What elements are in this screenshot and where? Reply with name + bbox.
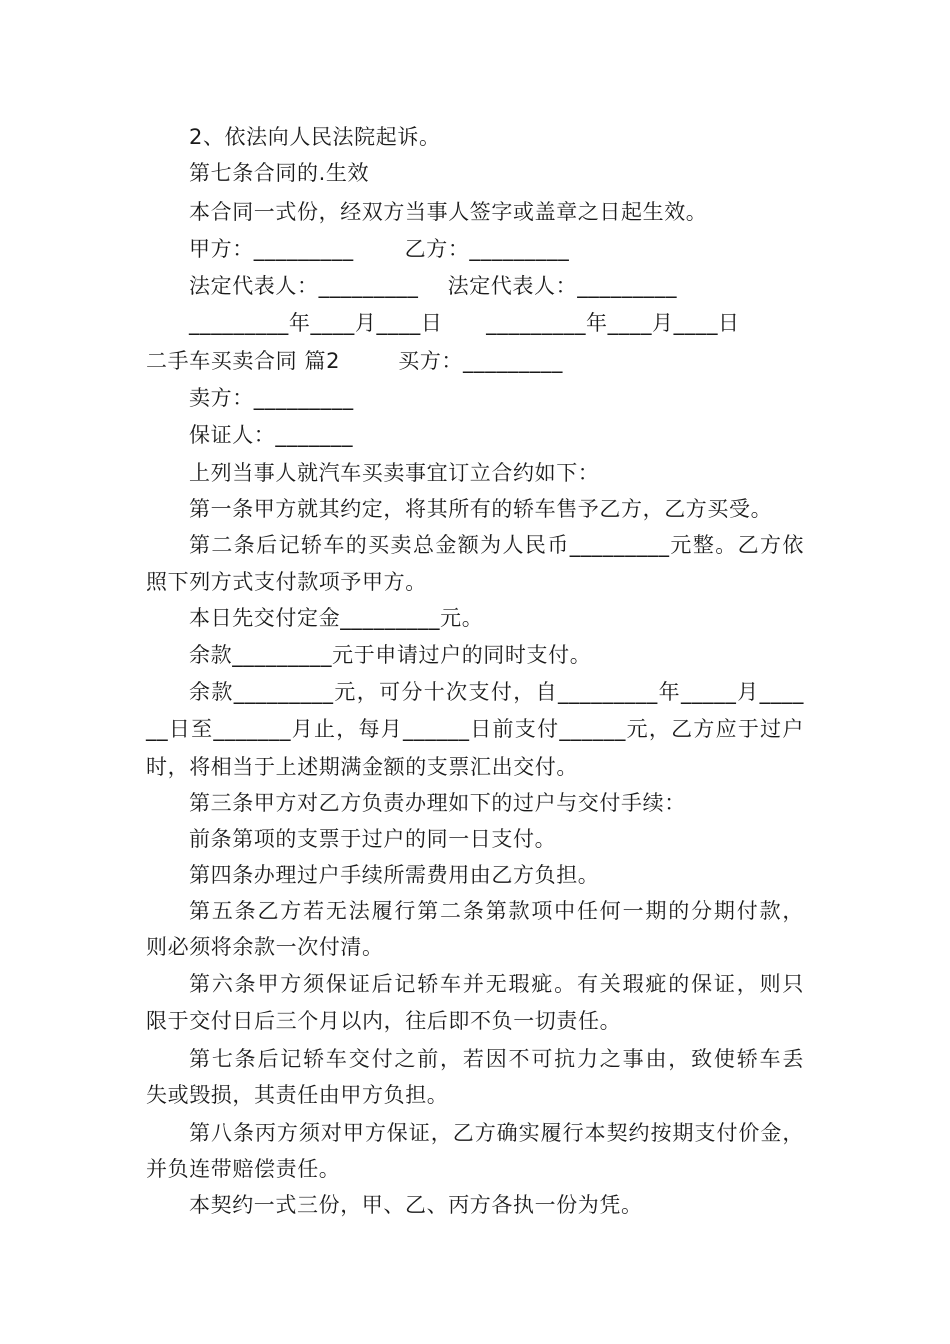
- copies-paragraph: 本契约一式三份，甲、乙、丙方各执一份为凭。: [189, 1193, 643, 1217]
- balance-line-1: 余款_________元于申请过户的同时支付。: [189, 643, 592, 667]
- preamble-paragraph: 上列当事人就汽车买卖事宜订立合约如下：: [189, 461, 600, 485]
- guarantor-line: 保证人：_______: [189, 423, 354, 447]
- article-7-heading: 第七条合同的.生效: [189, 161, 370, 185]
- article-6-line-1: 第六条甲方须保证后记轿车并无瑕疵。有关瑕疵的保证，则只: [189, 972, 804, 996]
- article-1-paragraph: 第一条甲方就其约定，将其所有的轿车售予乙方，乙方买受。: [189, 497, 773, 521]
- article-5-line-2: 则必须将余款一次付清。: [146, 935, 384, 959]
- cheque-paragraph: 前条第项的支票于过户的同一日支付。: [189, 827, 557, 851]
- date-line: _________年____月____日 _________年____月____日: [189, 311, 740, 335]
- article-6-line-2: 限于交付日后三个月以内，往后即不负一切责任。: [146, 1009, 622, 1033]
- deposit-line: 本日先交付定金_________元。: [189, 606, 484, 630]
- article-2-line-2: 照下列方式支付款项予甲方。: [146, 570, 427, 594]
- installment-line-1: 余款_________元，可分十次支付，自_________年_____月____: [189, 680, 804, 704]
- article-8-line-2: 并负连带赔偿责任。: [146, 1157, 341, 1181]
- article-3-paragraph: 第三条甲方对乙方负责办理如下的过户与交付手续：: [189, 791, 686, 815]
- installment-line-2: __日至_______月止，每月______日前支付______元，乙方应于过户: [146, 717, 804, 741]
- installment-line-3: 时，将相当于上述期满金额的支票汇出交付。: [146, 755, 578, 779]
- article-2-line-1: 第二条后记轿车的买卖总金额为人民币_________元整。乙方依: [189, 533, 804, 557]
- article-7-line-1: 第七条后记轿车交付之前，若因不可抗力之事由，致使轿车丢: [189, 1047, 804, 1071]
- seller-line: 卖方：_________: [189, 386, 354, 410]
- clause-item-2: 2、依法向人民法院起诉。: [189, 125, 441, 149]
- contract-2-title: 二手车买卖合同 篇2 买方：_________: [146, 349, 563, 373]
- legal-rep-line: 法定代表人：_________ 法定代表人：_________: [189, 274, 678, 298]
- effect-paragraph: 本合同一式份，经双方当事人签字或盖章之日起生效。: [189, 200, 708, 224]
- article-5-line-1: 第五条乙方若无法履行第二条第款项中任何一期的分期付款，: [189, 899, 804, 923]
- article-7-line-2: 失或毁损，其责任由甲方负担。: [146, 1083, 449, 1107]
- article-4-paragraph: 第四条办理过户手续所需费用由乙方负担。: [189, 863, 600, 887]
- article-8-line-1: 第八条丙方须对甲方保证，乙方确实履行本契约按期支付价金，: [189, 1121, 804, 1145]
- party-signature-line: 甲方：_________ 乙方：_________: [189, 237, 570, 261]
